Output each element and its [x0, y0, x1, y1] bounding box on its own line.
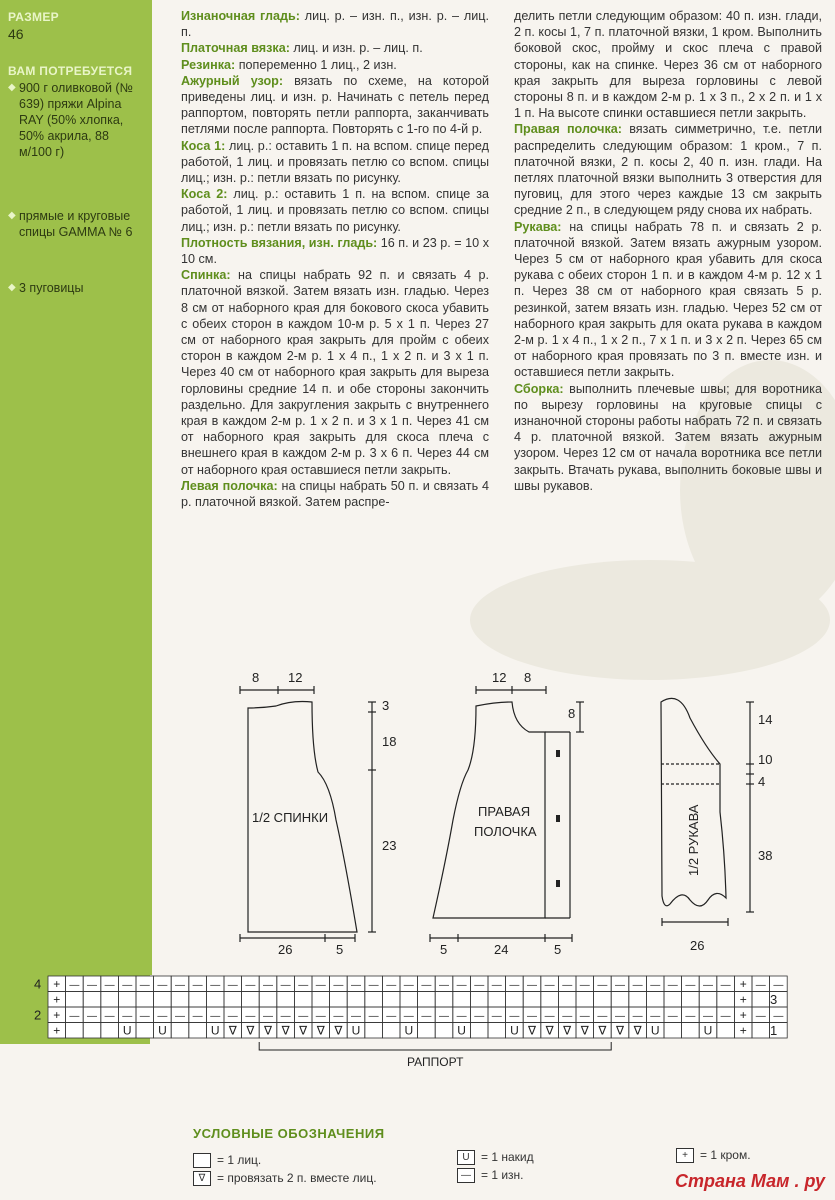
instructions-column-1	[181, 8, 489, 510]
sleeve-dim-bottom-1: 26	[690, 938, 705, 953]
instruction-paragraph	[181, 138, 489, 187]
front-piece-label-1: ПРАВАЯ	[478, 804, 531, 819]
chart-symbol: —	[351, 979, 361, 991]
instruction-paragraph	[181, 235, 489, 267]
size-value: 46	[8, 26, 24, 42]
chart-symbol: —	[421, 1010, 432, 1022]
legend-item-edge: + = 1 кром.	[676, 1148, 751, 1163]
legend-item-knit: = 1 лиц.	[193, 1153, 261, 1168]
needs-item-needles: ◆ прямые и круговые спицы GAMMA № 6	[8, 209, 133, 239]
chart-symbol: —	[280, 979, 291, 991]
chart-symbol: —	[245, 1010, 256, 1022]
chart-symbol: —	[368, 1010, 379, 1022]
chart-symbol: —	[280, 1010, 291, 1022]
back-dim-top-2: 12	[288, 670, 303, 685]
chart-symbol: —	[509, 1010, 520, 1022]
chart-symbol: —	[720, 1010, 731, 1022]
legend-title: УСЛОВНЫЕ ОБОЗНАЧЕНИЯ	[193, 1126, 385, 1141]
chart-symbol: +	[739, 1007, 747, 1022]
chart-symbol: —	[720, 979, 731, 991]
chart-symbol: —	[351, 1010, 361, 1022]
chart-symbol: —	[703, 979, 713, 991]
chart-symbol: ∇	[316, 1023, 325, 1038]
chart-symbol: —	[421, 979, 432, 991]
stitch-chart	[0, 970, 835, 1080]
chart-symbol: U	[650, 1023, 660, 1038]
chart-symbol: ∇	[228, 1023, 237, 1038]
front-piece-label-2: ПОЛОЧКА	[474, 824, 537, 839]
chart-symbol: ∇	[580, 1023, 589, 1038]
chart-symbol: —	[227, 1010, 238, 1022]
chart-symbol: —	[650, 1010, 661, 1022]
chart-symbol: —	[579, 979, 590, 991]
repeat-label: РАППОРТ	[406, 1055, 464, 1069]
instruction-heading: Резинка:	[181, 57, 236, 72]
chart-symbol: +	[739, 976, 747, 991]
front-dim-top-1: 12	[492, 670, 507, 685]
instruction-paragraph	[181, 8, 489, 40]
instruction-text: 16 п. и 23 р. = 10 х 10 см.	[181, 235, 489, 267]
watermark: Страна Мам . ру	[675, 1171, 825, 1191]
instruction-paragraph	[514, 121, 822, 218]
chart-symbol: ∇	[263, 1023, 273, 1038]
chart-symbol: —	[245, 979, 256, 991]
back-dim-right-3: 23	[382, 838, 397, 853]
chart-symbol: U	[122, 1023, 132, 1038]
chart-symbol: ∇	[633, 1023, 642, 1038]
chart-symbol: —	[474, 1010, 485, 1022]
chart-symbol: —	[667, 979, 678, 991]
instruction-paragraph	[181, 267, 489, 478]
chart-row-label: 1	[770, 1023, 778, 1038]
chart-symbol: ∇	[299, 1023, 308, 1038]
chart-symbol: —	[298, 1010, 309, 1022]
needs-item-yarn: ◆ 900 г оливковой (№ 639) пряжи Alpina RAY (50% хлопка, 50% акрила, 88 м/100 г)	[8, 81, 133, 159]
instruction-paragraph	[181, 186, 489, 235]
chart-symbol: U	[210, 1023, 220, 1038]
legend-item-purl: — = 1 изн.	[457, 1168, 524, 1183]
bullet-icon: ◆	[8, 282, 16, 293]
chart-symbol: —	[755, 1010, 766, 1022]
chart-symbol: —	[527, 1010, 537, 1022]
instruction-text: на спицы набрать 78 п. и связать 2 р. платочной вязкой. Затем вязать ажурным узором. Через 5 см от наборного края убавить для скоса рукава с обеих сторон 1 п. и в каждом 4-м р. 12 х 1 п. Через 38 см от наборного края связать 5 р. резинкой, затем вязать изн. гладью. Через 52 см от наборного края закрыть для оката рукава в каждом 2-м р. 1 х 4 п., 1 х 2 п., 7 х 1 п. и 3 х 2 п. Через 65 см от наборного края провязать по 3 п. вместе изн. и оставшиеся петли закрыть.	[514, 219, 822, 380]
back-dim-right-2: 18	[382, 734, 397, 749]
instruction-paragraph	[514, 381, 822, 494]
instruction-paragraph	[514, 219, 822, 381]
chart-symbol: —	[175, 1010, 185, 1022]
sleeve-dim-right-2: 10	[758, 752, 773, 767]
chart-symbol: —	[562, 1010, 573, 1022]
instruction-heading: Плотность вязания, изн. гладь:	[181, 235, 378, 250]
instruction-text: лиц. р.: оставить 1 п. на вспом. спице перед работой, 1 лиц. и провязать петлю со вспом. спицы лиц.; изн. р.: петли вязать по рисунку.	[181, 138, 490, 186]
chart-symbol: —	[333, 979, 344, 991]
legend-item-k2tog: ∇ = провязать 2 п. вместе лиц.	[193, 1171, 377, 1186]
chart-symbol: ∇	[563, 1023, 572, 1038]
chart-symbol: —	[491, 979, 502, 991]
back-dim-bottom-2: 5	[336, 942, 344, 957]
instruction-paragraph	[181, 478, 489, 510]
front-dim-right-1: 8	[568, 706, 576, 721]
instruction-paragraph	[514, 8, 822, 121]
chart-symbol: —	[192, 979, 203, 991]
instruction-text: выполнить плечевые швы; для воротника по вырезу горловины на круговые спицы с изнаночной стороны работы набрать 72 п. и связать 4 р. платочной вязкой. Затем вязать ажурным узором. Через 12 см от начала воротника все петли закрыть. Втачать рукава, выполнить боковые швы и швы рукавов.	[514, 381, 822, 493]
chart-symbol: —	[139, 1010, 150, 1022]
legend-item-yarn-over: U = 1 накид	[457, 1150, 534, 1165]
chart-symbol: —	[386, 979, 397, 991]
back-piece-label: 1/2 СПИНКИ	[252, 810, 329, 825]
chart-symbol: U	[510, 1023, 519, 1038]
chart-symbol: —	[544, 1010, 555, 1022]
purl-symbol-icon: —	[457, 1168, 475, 1183]
chart-row-label: 3	[770, 992, 778, 1007]
chart-symbol: —	[263, 979, 273, 991]
bullet-icon: ◆	[8, 82, 16, 93]
chart-symbol: —	[69, 1010, 80, 1022]
chart-symbol: +	[53, 992, 61, 1007]
instruction-heading: Рукава:	[514, 219, 562, 234]
front-dim-bottom-1: 5	[440, 942, 448, 957]
chart-symbol: —	[509, 979, 520, 991]
instruction-text: лиц. р.: оставить 1 п. на вспом. спице за работой, 1 лиц. и провязать петлю со вспом. спицы лиц.; изн. р.: петли вязать по рисунку.	[181, 187, 489, 234]
repeat-bracket	[259, 1042, 611, 1050]
instruction-text: лиц. и изн. р. – лиц. п.	[289, 41, 423, 56]
chart-symbol: —	[333, 1010, 344, 1022]
chart-symbol: +	[53, 1023, 61, 1038]
instructions-column-2	[514, 8, 822, 494]
instruction-paragraph	[181, 57, 489, 73]
chart-symbol: —	[562, 979, 573, 991]
chart-symbol: —	[685, 979, 696, 991]
knit-symbol-icon	[193, 1153, 211, 1168]
chart-symbol: —	[157, 1010, 168, 1022]
chart-symbol: —	[69, 979, 80, 991]
chart-symbol: —	[456, 1010, 467, 1022]
chart-symbol: —	[175, 979, 185, 991]
chart-symbol: —	[544, 979, 555, 991]
k2tog-symbol-icon: ∇	[193, 1171, 211, 1186]
chart-symbol: —	[210, 1010, 221, 1022]
instruction-heading: Платочная вязка:	[181, 41, 290, 56]
size-label: РАЗМЕР	[8, 10, 59, 24]
bullet-icon: ◆	[8, 210, 16, 221]
chart-symbol: —	[104, 1010, 115, 1022]
chart-symbol: —	[263, 1010, 273, 1022]
chart-symbol: —	[773, 1010, 784, 1022]
chart-symbol: —	[368, 979, 379, 991]
front-dim-bottom-3: 5	[554, 942, 562, 957]
chart-symbol: —	[227, 979, 238, 991]
chart-symbol: —	[298, 979, 309, 991]
chart-symbol: +	[739, 992, 747, 1007]
chart-symbol: ∇	[334, 1023, 343, 1038]
chart-symbol: U	[158, 1023, 167, 1038]
chart-symbol: —	[474, 979, 485, 991]
back-dim-top-1: 8	[252, 670, 260, 685]
back-dim-right-1: 3	[382, 698, 390, 713]
chart-row-label: 2	[34, 1007, 42, 1023]
chart-symbol: ∇	[246, 1023, 255, 1038]
instruction-text: лиц. р. – изн. п., изн. р. – лиц. п.	[181, 9, 489, 40]
yarn-over-symbol-icon: U	[457, 1150, 475, 1165]
chart-symbol: —	[650, 979, 661, 991]
chart-symbol: —	[597, 979, 608, 991]
chart-symbol: —	[210, 979, 221, 991]
chart-symbol: —	[527, 979, 537, 991]
chart-symbol: U	[404, 1023, 414, 1038]
pattern-schematics	[0, 660, 835, 990]
chart-symbol: +	[53, 1007, 61, 1022]
chart-symbol: —	[632, 979, 643, 991]
chart-symbol: —	[632, 1010, 643, 1022]
instruction-heading: Коса 1:	[181, 138, 226, 153]
chart-symbol: —	[315, 979, 326, 991]
chart-symbol: —	[439, 1010, 449, 1022]
chart-symbol: +	[739, 1023, 747, 1038]
front-dim-bottom-2: 24	[494, 942, 509, 957]
instruction-heading: Сборка:	[514, 381, 564, 396]
chart-symbol: —	[439, 979, 449, 991]
chart-symbol: —	[685, 1010, 696, 1022]
instruction-heading: Изнаночная гладь:	[181, 9, 300, 23]
chart-symbol: ∇	[527, 1023, 537, 1038]
chart-symbol: ∇	[598, 1023, 607, 1038]
chart-symbol: ∇	[545, 1023, 554, 1038]
chart-symbol: +	[53, 976, 61, 991]
instruction-text: вязать по схеме, на которой приведены лиц. и изн. р. Начинать с петель перед раппортом, повторять петли раппорта, заканчивать петлями после раппорта. Повторять с 1-го по 4-й р.	[181, 73, 489, 137]
needs-item-buttons: ◆ 3 пуговицы	[8, 281, 84, 295]
chart-symbol: —	[615, 1010, 625, 1022]
sleeve-dim-right-1: 14	[758, 712, 773, 727]
chart-symbol: —	[667, 1010, 678, 1022]
chart-symbol: U	[703, 1023, 713, 1038]
sleeve-dim-right-4: 38	[758, 848, 773, 863]
chart-symbol: U	[457, 1023, 466, 1038]
chart-symbol: —	[403, 1010, 414, 1022]
instruction-heading: Ажурный узор:	[181, 73, 284, 88]
instruction-paragraph	[181, 40, 489, 56]
instruction-text: на спицы набрать 50 п. и связать 4 р. платочной вязкой. Затем распре-	[181, 478, 489, 510]
instruction-text: на спицы набрать 92 п. и связать 4 р. платочной вязкой. Затем вязать изн. гладью. Через 8 см от наборного края для бокового скоса убавить с обеих сторон в каждом 10-м р. 5 х 1 п. Через 27 см от наборного края закрыть для пройм с обеих сторон в каждом 2-м р. 1 х 4 п., 1 х 2 п. и 3 х 1 п. Через 40 см от наборного края закрыть для выреза горловины средние 14 п. и обе стороны закончить раздельно. Для закругления закрыть с внутреннего края в каждом 2-м р. 1 х 2 п. и 3 х 1 п. Через 41 см от наборного края закрыть для скоса плеча с внешнего края в каждом 2-м р. 3 х 6 п. Через 44 см от наборного края оставшиеся петли закрыть.	[181, 268, 489, 477]
instruction-text: делить петли следующим образом: 40 п. изн. глади, 2 п. косы 1, 7 п. платочной вязки, 1 кром. Выполнить боковой скос, пройму и скос плеча с правой стороны, как на спинке. Через 36 см от наборного края закрыть для выреза горловины с левой стороны 8 п. и в каждом 2-м р. 1 х 3 п., 2 х 2 п. и 1 х 1 п. На высоте спинки оставшиеся петли закрыть.	[514, 9, 822, 121]
chart-symbol: —	[87, 979, 97, 991]
chart-symbol: U	[351, 1023, 361, 1038]
chart-symbol: —	[403, 979, 414, 991]
chart-symbol: —	[122, 1010, 133, 1022]
edge-stitch-symbol-icon: +	[676, 1148, 694, 1163]
chart-symbol: —	[456, 979, 467, 991]
instruction-text: вязать симметрично, т.е. петли распределить следующим образом: 1 кром., 7 п. платочной вязки, 2 п. косы 2, 40 п. изн. глади. На петлях платочной вязки выполнить 3 отверстия для пуговиц, для этого через каждые 13 см закрыть средние 2 п., в следующем ряду снова их набрать.	[514, 122, 822, 218]
instruction-text: попеременно 1 лиц., 2 изн.	[235, 57, 397, 72]
chart-symbol: ∇	[281, 1023, 290, 1038]
sleeve-piece-label: 1/2 РУКАВА	[686, 804, 701, 876]
chart-symbol: —	[139, 979, 150, 991]
chart-symbol: —	[579, 1010, 590, 1022]
chart-symbol: —	[491, 1010, 502, 1022]
chart-symbol: ∇	[615, 1023, 625, 1038]
sleeve-dim-right-3: 4	[758, 774, 766, 789]
instruction-heading: Коса 2:	[181, 187, 228, 202]
chart-symbol: —	[87, 1010, 97, 1022]
front-dim-top-2: 8	[524, 670, 532, 685]
chart-symbol: —	[386, 1010, 397, 1022]
chart-symbol: —	[773, 979, 784, 991]
chart-symbol: —	[157, 979, 168, 991]
chart-symbol: —	[615, 979, 625, 991]
chart-symbol: —	[755, 979, 766, 991]
needs-label: ВАМ ПОТРЕБУЕТСЯ	[8, 64, 133, 78]
instruction-paragraph	[181, 73, 489, 138]
chart-symbol: —	[597, 1010, 608, 1022]
chart-symbol: —	[104, 979, 115, 991]
instruction-heading: Правая полочка:	[514, 122, 622, 137]
instruction-heading: Левая полочка:	[181, 478, 278, 493]
chart-row-label: 4	[34, 976, 42, 992]
back-dim-bottom-1: 26	[278, 942, 293, 957]
chart-symbol: —	[122, 979, 133, 991]
chart-symbol: —	[192, 1010, 203, 1022]
chart-symbol: —	[703, 1010, 713, 1022]
chart-symbol: —	[315, 1010, 326, 1022]
instruction-heading: Спинка:	[181, 268, 231, 283]
